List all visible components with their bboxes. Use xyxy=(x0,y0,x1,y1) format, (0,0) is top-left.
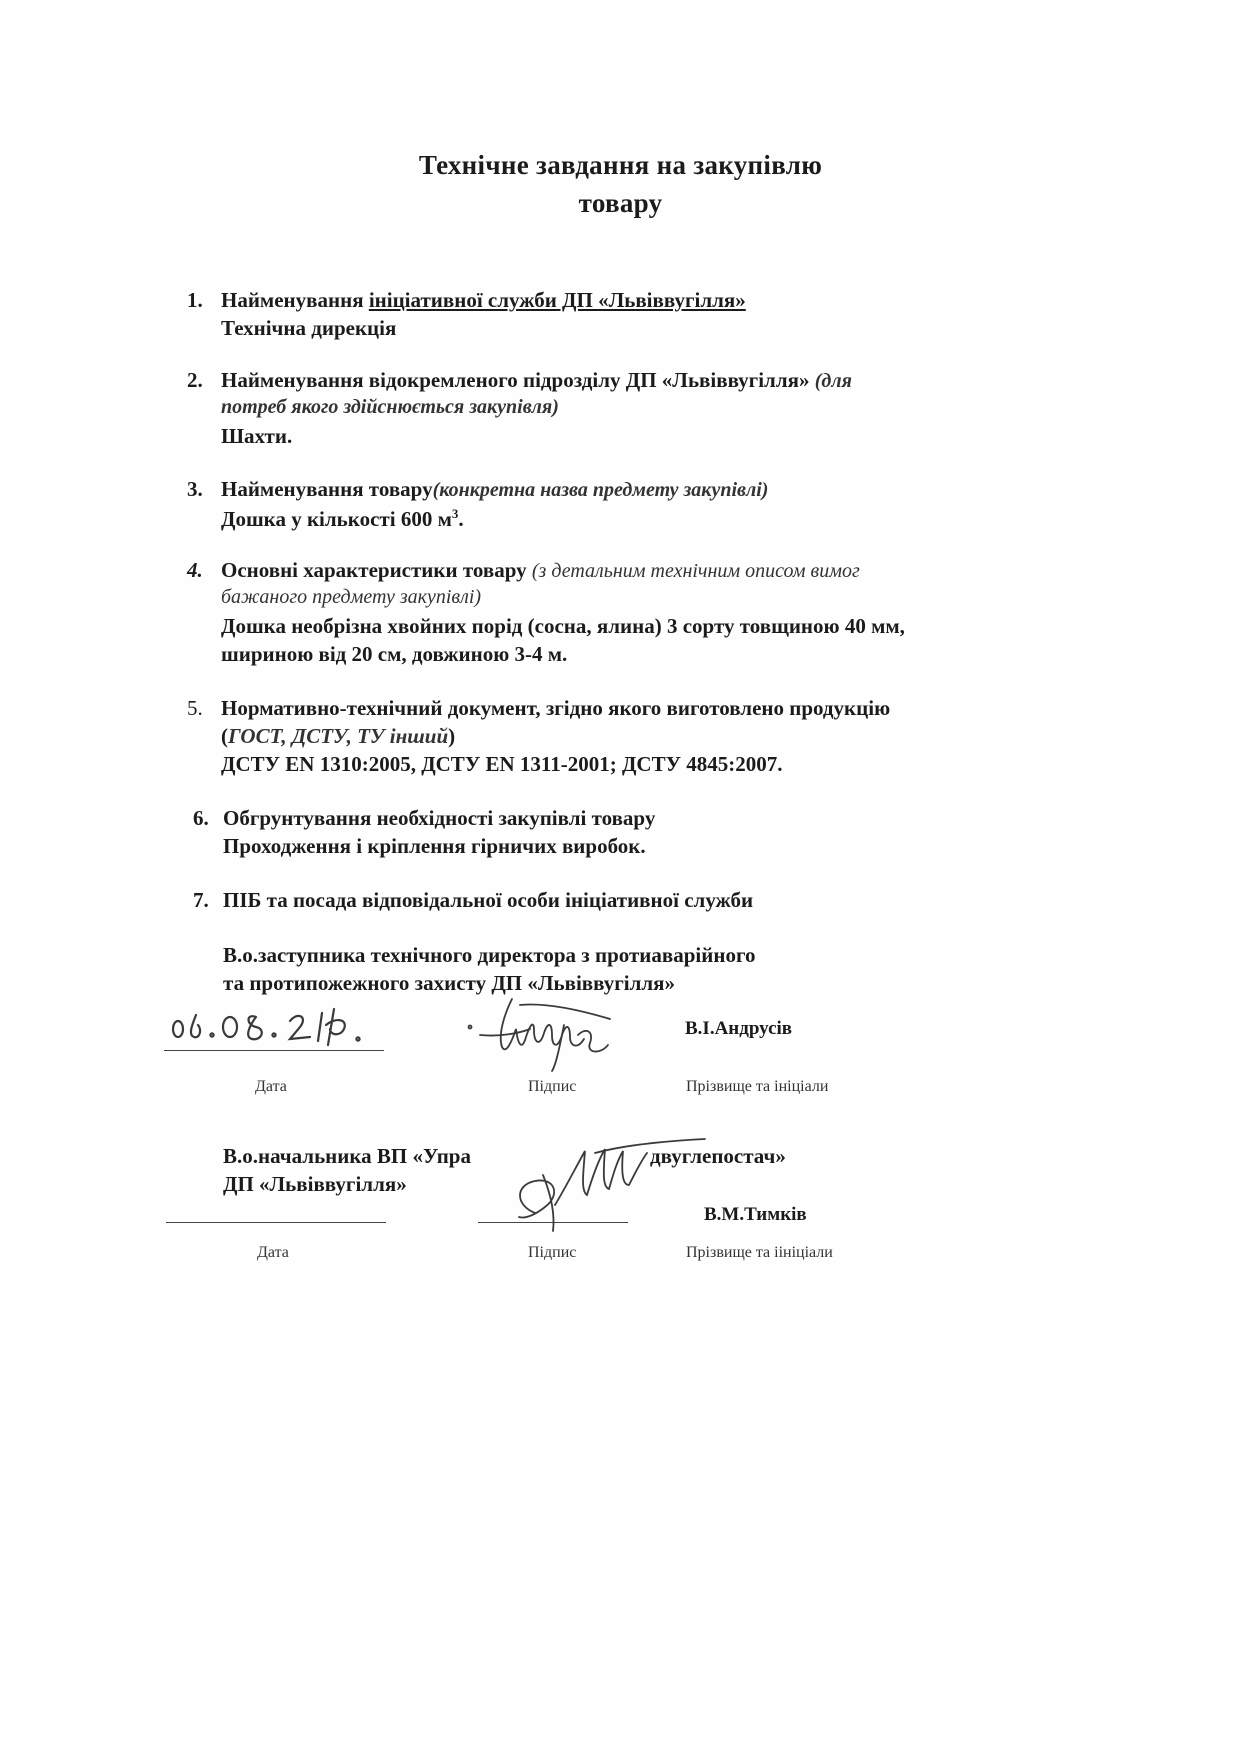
signatory2-position-line1-b: двуглепостач» xyxy=(650,1144,786,1168)
item-2-heading xyxy=(221,368,852,393)
item-4-heading xyxy=(221,558,860,583)
item-1-number: 1. xyxy=(187,288,203,312)
item-5-note xyxy=(221,724,455,749)
item-4-value-line2: шириною від 20 см, довжиною 3-4 м. xyxy=(221,642,568,666)
item-3-note: (конкретна назва предмету закупівлі) xyxy=(432,479,769,501)
item-6-heading: Обгрунтування необхідності закупівлі товару xyxy=(223,806,656,830)
item-7-number: 7. xyxy=(193,888,209,912)
item-6-value: Проходження і кріплення гірничих виробок. xyxy=(223,834,646,858)
document-title: Технічне завдання на закупівлю xyxy=(418,150,823,180)
item-2-note-line1: (для xyxy=(814,370,852,392)
item-3-number: 3. xyxy=(187,477,203,501)
item-5-note-text: ГОСТ, ДСТУ, ТУ інший xyxy=(228,724,449,748)
item-4-note-line2: бажаного предмету закупівлі) xyxy=(221,586,482,608)
signatory2-caption-date: Дата xyxy=(257,1244,289,1261)
signatory2-name: В.М.Тимків xyxy=(704,1204,807,1225)
signatory1-position-line2: та протипожежного захисту ДП «Львіввугілля» xyxy=(223,971,676,995)
item-1-heading-prefix: Найменування xyxy=(221,288,369,312)
item-2-number: 2. xyxy=(187,368,203,392)
signatory1-signature xyxy=(460,985,690,1075)
signatory1-handwritten-date xyxy=(158,995,398,1065)
item-3-heading xyxy=(221,477,768,502)
signatory2-caption-signature: Підпис xyxy=(528,1244,577,1261)
item-5-note-open: ( xyxy=(221,724,228,748)
item-4-heading-text: Основні характеристики товару xyxy=(221,558,527,582)
item-3-value-end: . xyxy=(458,507,464,531)
item-3-value-sup: 3 xyxy=(451,506,459,521)
item-3-heading-text: Найменування товару xyxy=(221,477,433,501)
item-2-note-line2: потреб якого здійснюється закупівля) xyxy=(221,396,559,418)
signatory1-signature-ink xyxy=(469,999,611,1071)
signatory1-caption-date: Дата xyxy=(255,1078,287,1095)
item-5-note-close: ) xyxy=(448,724,456,748)
signatory1-caption-name: Прізвище та ініціали xyxy=(686,1078,829,1095)
item-4-number: 4. xyxy=(187,558,203,582)
item-1-value: Технічна дирекція xyxy=(221,316,397,340)
item-3-value xyxy=(221,506,464,532)
signatory2-signature-ink xyxy=(519,1139,705,1231)
item-2-value: Шахти. xyxy=(221,424,293,448)
item-3-value-text: Дошка у кількості 600 м xyxy=(221,507,452,531)
item-5-number: 5. xyxy=(187,696,203,720)
item-6-number: 6. xyxy=(193,806,209,830)
signatory2-signature xyxy=(495,1135,715,1235)
signatory1-date-ink xyxy=(173,1009,360,1045)
signatory2-position-line1-a: В.о.начальника ВП «Упра xyxy=(223,1144,471,1168)
signatory2-caption-name: Прізвище та іініціали xyxy=(686,1244,833,1261)
item-1-heading xyxy=(221,288,746,313)
item-4-note-line1: (з детальним технічним описом вимог xyxy=(531,560,860,582)
document-title-line2: товару xyxy=(578,188,663,218)
signatory1-name: В.І.Андрусів xyxy=(685,1018,793,1039)
item-2-heading-text: Найменування відокремленого підрозділу ДП «Львіввугілля» xyxy=(221,368,810,392)
item-5-heading: Нормативно-технічний документ, згідно якого виготовлено продукцію xyxy=(221,696,891,720)
signatory1-position-line1: В.о.заступника технічного директора з протиаварійного xyxy=(223,943,756,967)
signatory1-caption-signature: Підпис xyxy=(528,1078,577,1095)
item-5-value: ДСТУ EN 1310:2005, ДСТУ EN 1311-2001; ДСТУ 4845:2007. xyxy=(221,752,783,776)
signatory2-date-line xyxy=(166,1222,386,1223)
item-1-heading-underlined: ініціативної служби ДП «Львіввугілля» xyxy=(368,288,746,312)
signatory2-position-line2: ДП «Львіввугілля» xyxy=(223,1172,407,1196)
item-4-value-line1: Дошка необрізна хвойних порід (сосна, ялина) 3 сорту товщиною 40 мм, xyxy=(221,614,905,638)
item-7-heading: ПІБ та посада відповідальної особи ініціативної служби xyxy=(223,888,754,912)
